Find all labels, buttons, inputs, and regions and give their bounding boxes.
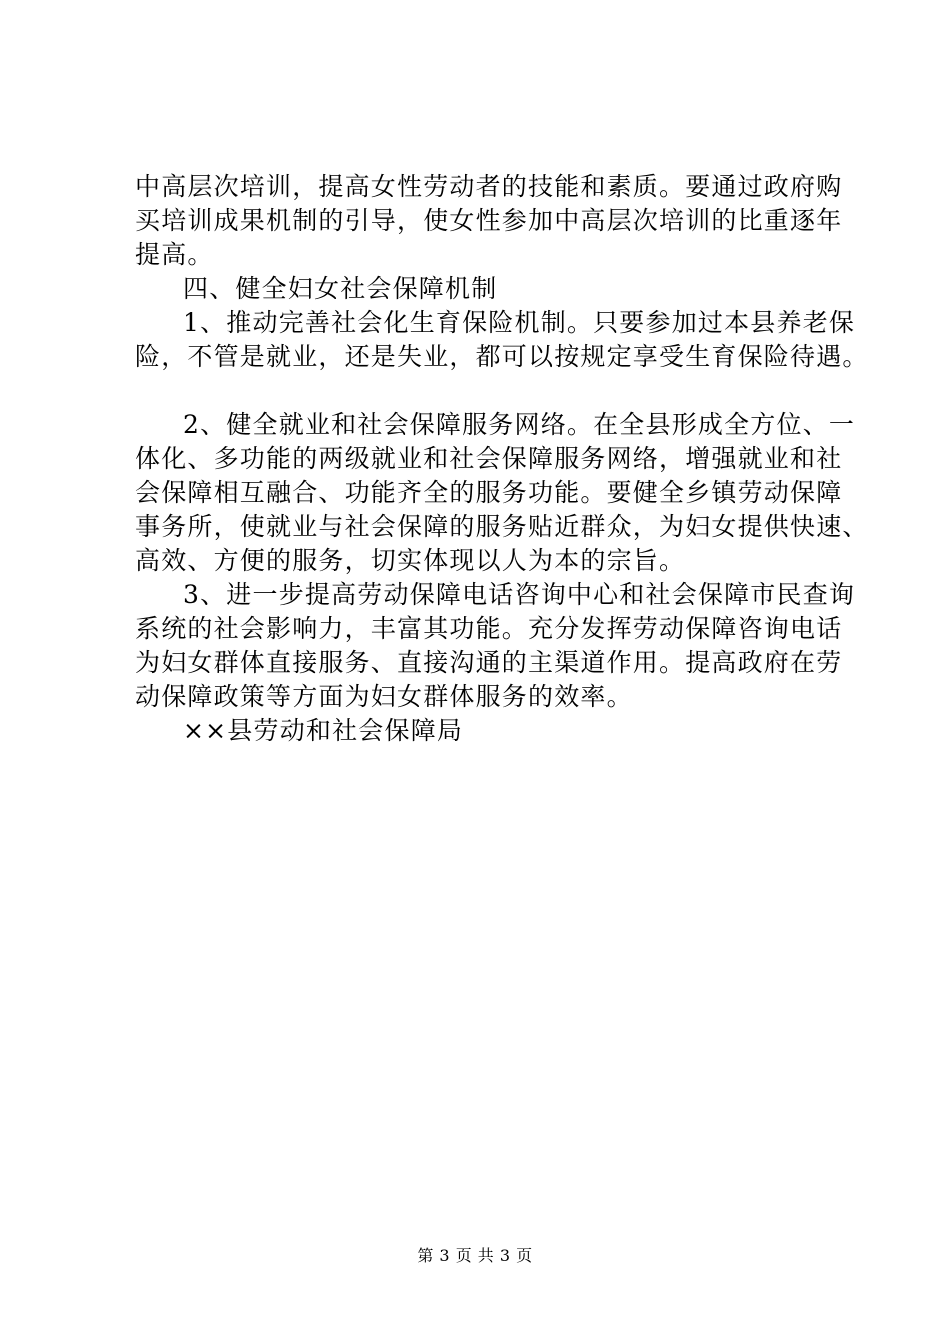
paragraph-line: 高效、方便的服务，切实体现以人为本的宗旨。 — [135, 546, 686, 575]
paragraph-line: 体化、多功能的两级就业和社会保障服务网络，增强就业和社 — [135, 444, 843, 473]
paragraph-line: 中高层次培训，提高女性劳动者的技能和素质。要通过政府购 — [135, 172, 843, 201]
paragraph-spacer — [135, 374, 835, 408]
document-body — [135, 170, 869, 748]
paragraph-line: 提高。 — [135, 240, 214, 269]
paragraph-line: 系统的社会影响力，丰富其功能。充分发挥劳动保障咨询电话 — [135, 614, 843, 643]
paragraph-line: 险，不管是就业，还是失业，都可以按规定享受生育保险待遇。 — [135, 342, 869, 371]
paragraph-line: 事务所，使就业与社会保障的服务贴近群众，为妇女提供快速、 — [135, 512, 869, 541]
signature-line: ××县劳动和社会保障局 — [183, 716, 464, 745]
paragraph-line: 动保障政策等方面为妇女群体服务的效率。 — [135, 682, 633, 711]
paragraph-line: 1、推动完善社会化生育保险机制。只要参加过本县养老保 — [183, 308, 856, 337]
paragraph-line: 3、进一步提高劳动保障电话咨询中心和社会保障市民查询 — [183, 580, 856, 609]
paragraph-line: 为妇女群体直接服务、直接沟通的主渠道作用。提高政府在劳 — [135, 648, 843, 677]
paragraph-line: 2、健全就业和社会保障服务网络。在全县形成全方位、一 — [183, 410, 856, 439]
paragraph-line: 会保障相互融合、功能齐全的服务功能。要健全乡镇劳动保障 — [135, 478, 843, 507]
page-number-footer: 第 3 页 共 3 页 — [417, 1246, 533, 1265]
section-heading: 四、健全妇女社会保障机制 — [183, 274, 498, 303]
paragraph-line: 买培训成果机制的引导，使女性参加中高层次培训的比重逐年 — [135, 206, 843, 235]
